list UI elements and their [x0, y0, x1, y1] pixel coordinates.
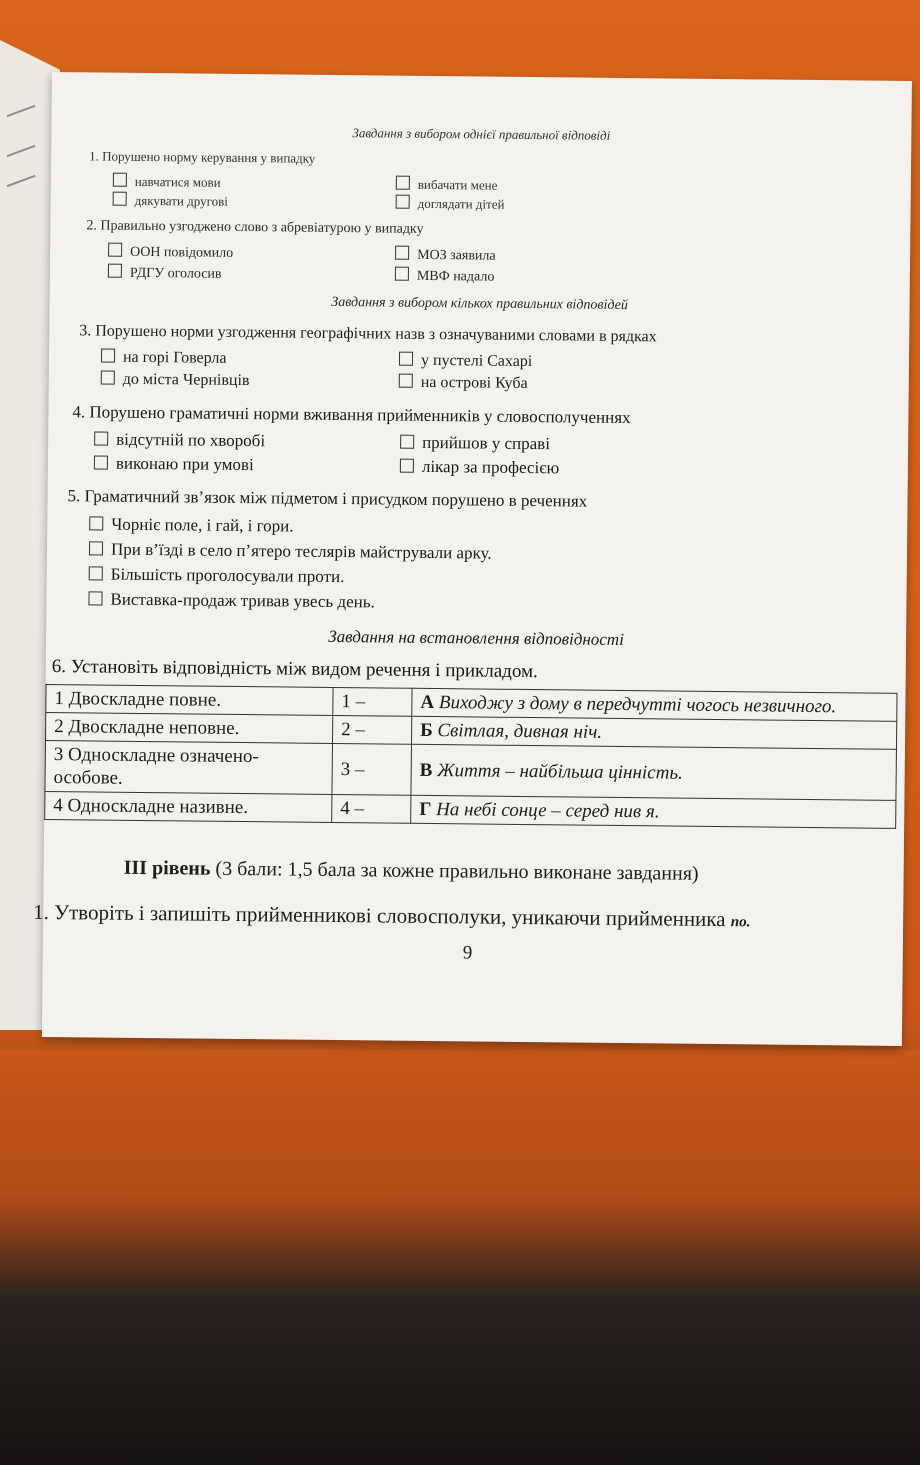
level-title: ІІІ рівень [123, 856, 211, 880]
checkbox[interactable] [108, 264, 122, 278]
q2-option-b[interactable]: МОЗ заявила [395, 246, 496, 265]
example-text: Життя – найбільша цінність. [437, 759, 683, 784]
question-4: 4. Порушено граматичні норми вживання прийменників у словосполученнях [72, 402, 631, 428]
q1-option-a[interactable]: навчатися мови [113, 173, 221, 191]
q1-option-b[interactable]: вибачати мене [396, 176, 498, 194]
checkbox[interactable] [101, 349, 115, 363]
section-heading-single: Завдання з вибором однієї правильної відповіді [352, 125, 611, 143]
sentence-type-cell: 2 Двоскладне неповне. [45, 712, 332, 743]
q3-option-b[interactable]: у пустелі Сахарі [399, 352, 532, 371]
checkbox[interactable] [113, 192, 127, 206]
checkbox[interactable] [395, 246, 409, 260]
sentence-type-cell: 4 Односкладне називне. [45, 791, 332, 822]
q2-option-c[interactable]: РДГУ оголосив [108, 264, 222, 283]
question-6: 6. Установіть відповідність між видом речення і прикладом. [51, 656, 538, 683]
task-1-word: по. [730, 914, 751, 931]
checkbox[interactable] [396, 195, 410, 209]
question-2: 2. Правильно узгоджено слово з абревіатурою у випадку [86, 218, 424, 237]
table-row [45, 740, 896, 800]
level-heading [124, 857, 699, 886]
checkbox[interactable] [88, 591, 102, 605]
matching-table [44, 684, 897, 829]
example-letter: Б [420, 719, 433, 742]
example-text: Виходжу з дому в передчутті чогось незвичного. [438, 692, 837, 718]
q3-option-a[interactable]: на горі Говерла [101, 349, 227, 368]
q4-option-a[interactable]: відсутній по хворобі [94, 429, 265, 451]
checkbox[interactable] [400, 459, 414, 473]
example-text: На небі сонце – серед нив я. [436, 799, 660, 823]
checkbox[interactable] [399, 352, 413, 366]
checkbox[interactable] [89, 541, 103, 555]
checkbox[interactable] [400, 435, 414, 449]
answer-cell[interactable]: 4 – [332, 794, 411, 823]
example-cell [411, 795, 896, 828]
q3-option-c[interactable]: до міста Чернівців [101, 371, 250, 391]
q5-option-a[interactable]: Чорніє поле, і гай, і гори. [89, 514, 293, 536]
q1-option-d[interactable]: доглядати дітей [396, 195, 505, 213]
q2-option-d[interactable]: МВФ надало [395, 267, 495, 286]
q4-option-c[interactable]: виконаю при умові [94, 453, 254, 475]
section-heading-matching: Завдання на встановлення відповідності [328, 626, 624, 650]
checkbox[interactable] [113, 173, 127, 187]
scribble-mark [7, 145, 36, 157]
answer-cell[interactable]: 1 – [333, 687, 412, 716]
question-5: 5. Граматичний зв’язок між підметом і присудком порушено в реченнях [67, 486, 588, 511]
example-letter: А [420, 691, 435, 714]
task-1-text: 1. Утворіть і запишіть прийменникові словосполуки, уникаючи прийменника [33, 899, 726, 932]
section-heading-multiple: Завдання з вибором кількох правильних відповідей [331, 294, 628, 314]
table-surface [0, 1050, 920, 1465]
checkbox[interactable] [395, 267, 409, 281]
example-letter: В [419, 759, 433, 781]
task-1 [33, 900, 750, 933]
sentence-type-cell: 3 Односкладне означено-особове. [45, 740, 333, 794]
checkbox[interactable] [396, 176, 410, 190]
example-cell [411, 744, 897, 800]
example-text: Світлая, дивная ніч. [437, 720, 603, 743]
q2-option-a[interactable]: ООН повідомило [108, 243, 233, 262]
answer-cell[interactable]: 3 – [332, 743, 412, 795]
checkbox[interactable] [399, 374, 413, 388]
q4-option-b[interactable]: прийшов у справі [400, 433, 550, 455]
scribble-mark [7, 175, 36, 187]
checkbox[interactable] [94, 455, 108, 469]
checkbox[interactable] [101, 371, 115, 385]
q5-option-b[interactable]: При в’їзді в село п’ятеро теслярів майстрували арку. [89, 539, 492, 563]
question-3: 3. Порушено норми узгодження географічних назв з означуваними словами в рядках [79, 322, 657, 346]
q4-option-d[interactable]: лікар за професією [400, 457, 560, 479]
sentence-type-cell: 1 Двоскладне повне. [46, 684, 333, 715]
q5-option-c[interactable]: Більшість проголосували проти. [89, 564, 345, 587]
checkbox[interactable] [89, 516, 103, 530]
checkbox[interactable] [94, 431, 108, 445]
q5-option-d[interactable]: Виставка-продаж тривав увесь день. [88, 589, 374, 612]
question-1: 1. Порушено норму керування у випадку [89, 148, 316, 166]
page-number: 9 [462, 942, 473, 964]
q1-option-c[interactable]: дякувати другові [113, 192, 228, 210]
checkbox[interactable] [108, 243, 122, 257]
scribble-mark [7, 105, 36, 117]
example-letter: Г [419, 798, 432, 821]
checkbox[interactable] [89, 566, 103, 580]
level-points: (3 бали: 1,5 бала за кожне правильно виконане завдання) [215, 857, 699, 885]
answer-cell[interactable]: 2 – [332, 715, 411, 744]
q3-option-d[interactable]: на острові Куба [399, 374, 528, 393]
book-page [33, 72, 912, 1046]
